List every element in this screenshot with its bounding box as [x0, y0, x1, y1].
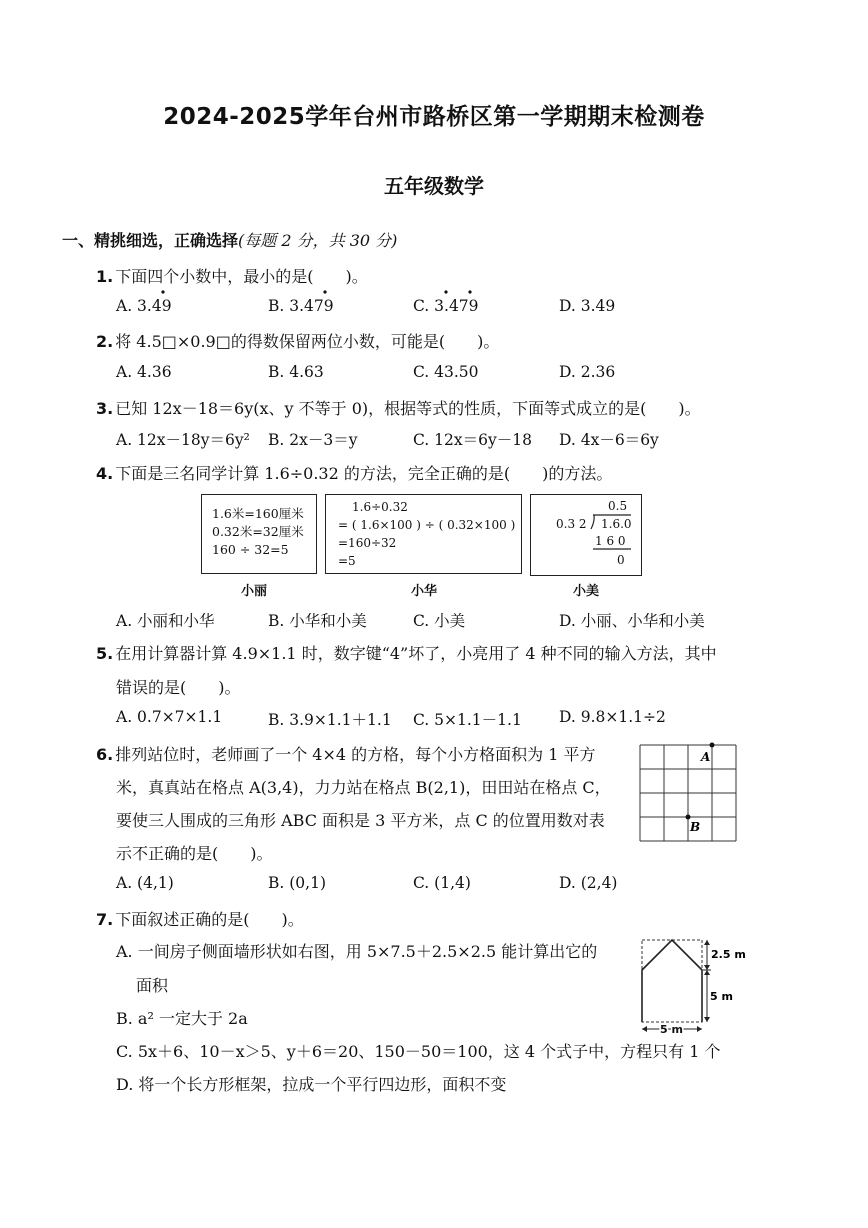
long-division-dividend: 1.6.0 [601, 517, 632, 531]
question-3 [96, 396, 701, 419]
point-a-label: A [701, 750, 711, 764]
method-line: 160 ÷ 32=5 [212, 542, 289, 557]
long-division-quotient: 0.5 [608, 499, 628, 513]
q1-option-a: A. 3.49 [116, 297, 172, 315]
xiaoli-method-box [201, 494, 317, 574]
q5-option-b: B. 3.9×1.1＋1.1 [268, 711, 392, 729]
method-line: 0.32米=32厘米 [212, 524, 304, 539]
question-number: 7. [96, 910, 114, 929]
question-number: 6. [96, 745, 114, 764]
wall-width-label: 5 m [660, 1023, 683, 1036]
grid-4x4-figure [638, 742, 740, 842]
long-division-product: 1 6 0 [595, 534, 626, 548]
question-text: 已知 12x－18＝6y(x、y 不等于 0)，根据等式的性质，下面等式成立的是( )。 [115, 399, 701, 418]
page-title: 2024-2025学年台州市路桥区第一学期期末检测卷 [163, 104, 705, 130]
q6-option-d: D. (2,4) [559, 874, 618, 892]
repeating-dots [0, 0, 868, 300]
q7-option-a-line2: 面积 [136, 976, 169, 995]
method-line: =5 [338, 554, 356, 568]
q5-option-a: A. 0.7×7×1.1 [116, 708, 223, 726]
xiaomei-method-box [530, 494, 642, 576]
q2-option-d: D. 2.36 [559, 363, 616, 381]
section-title: 一、精挑细选，正确选择 [62, 231, 239, 250]
roof-height-label: 2.5 m [711, 948, 746, 961]
long-division-bracket [531, 495, 641, 575]
question-text: 下面叙述正确的是( )。 [115, 910, 304, 929]
question-number: 5. [96, 644, 114, 663]
question-6-line3: 要使三人围成的三角形 ABC 面积是 3 平方米，点 C 的位置用数对表 [116, 811, 605, 830]
question-number: 3. [96, 399, 114, 418]
method-line: 1.6米=160厘米 [212, 506, 304, 521]
xiaomei-caption: 小美 [573, 584, 600, 599]
question-6-line4: 示不正确的是( )。 [116, 844, 273, 863]
xiaoli-caption: 小丽 [241, 584, 268, 599]
q4-option-a: A. 小丽和小华 [116, 612, 215, 630]
xiaohua-method-box [325, 494, 522, 574]
question-number: 1. [96, 267, 114, 286]
q4-option-d: D. 小丽、小华和小美 [559, 612, 705, 630]
q1-option-c: C. 3.479 [413, 297, 479, 315]
q1-option-d: D. 3.49 [559, 297, 616, 315]
question-5-line2: 错误的是( )。 [116, 678, 241, 697]
q2-option-c: C. 43.50 [413, 363, 479, 381]
q7-option-a-line1: A. 一间房子侧面墙形状如右图，用 5×7.5＋2.5×2.5 能计算出它的 [116, 942, 598, 961]
question-text: 在用计算器计算 4.9×1.1 时，数字键“4”坏了，小亮用了 4 种不同的输入方法，其中 [115, 644, 717, 663]
question-text: 下面是三名同学计算 1.6÷0.32 的方法，完全正确的是( )的方法。 [115, 464, 613, 483]
method-line: =160÷32 [338, 536, 397, 550]
q5-option-d: D. 9.8×1.1÷2 [559, 708, 666, 726]
q4-option-b: B. 小华和小美 [268, 612, 367, 630]
section-note: (每题 2 分，共 30 分) [238, 231, 398, 250]
q5-option-c: C. 5×1.1－1.1 [413, 711, 522, 729]
question-number: 2. [96, 332, 114, 351]
question-4 [96, 461, 612, 484]
method-line: 1.6÷0.32 [352, 500, 408, 514]
q3-option-b: B. 2x－3＝y [268, 431, 358, 449]
q4-option-c: C. 小美 [413, 612, 466, 630]
question-text: 下面四个小数中，最小的是( )。 [115, 267, 368, 286]
question-6-line2: 米，真真站在格点 A(3,4)，力力站在格点 B(2,1)，田田站在格点 C， [116, 778, 611, 797]
point-b-label: B [690, 820, 701, 834]
q7-option-d: D. 将一个长方形框架，拉成一个平行四边形，面积不变 [116, 1075, 507, 1094]
q3-option-a: A. 12x－18y＝6y² [116, 431, 250, 449]
q7-option-c: C. 5x＋6、10－x＞5、y＋6＝20、150－50＝100，这 4 个式子中，方程只有 1 个 [116, 1042, 721, 1061]
question-6 [96, 742, 596, 765]
page-subtitle: 五年级数学 [384, 174, 484, 198]
q1-option-b: B. 3.479 [268, 297, 334, 315]
q2-option-a: A. 4.36 [116, 363, 172, 381]
q6-option-c: C. (1,4) [413, 874, 471, 892]
question-2 [96, 329, 499, 352]
question-text: 将 4.5□×0.9□的得数保留两位小数，可能是( )。 [115, 332, 500, 351]
method-line: = ( 1.6×100 ) ÷ ( 0.32×100 ) [338, 518, 516, 532]
question-number: 4. [96, 464, 114, 483]
q2-option-b: B. 4.63 [268, 363, 324, 381]
q3-option-c: C. 12x＝6y－18 [413, 431, 532, 449]
wall-height-label: 5 m [710, 990, 733, 1003]
q6-option-b: B. (0,1) [268, 874, 326, 892]
long-division-remainder: 0 [617, 553, 625, 567]
xiaohua-caption: 小华 [411, 584, 438, 599]
house-wall-figure [636, 936, 766, 1036]
question-7 [96, 907, 304, 930]
question-5 [96, 641, 717, 664]
q6-option-a: A. (4,1) [116, 874, 174, 892]
q7-option-b: B. a² 一定大于 2a [116, 1009, 248, 1028]
q3-option-d: D. 4x－6＝6y [559, 431, 659, 449]
question-text: 排列站位时，老师画了一个 4×4 的方格，每个小方格面积为 1 平方 [115, 745, 596, 764]
long-division-divisor: 0.3 2 [556, 517, 587, 531]
